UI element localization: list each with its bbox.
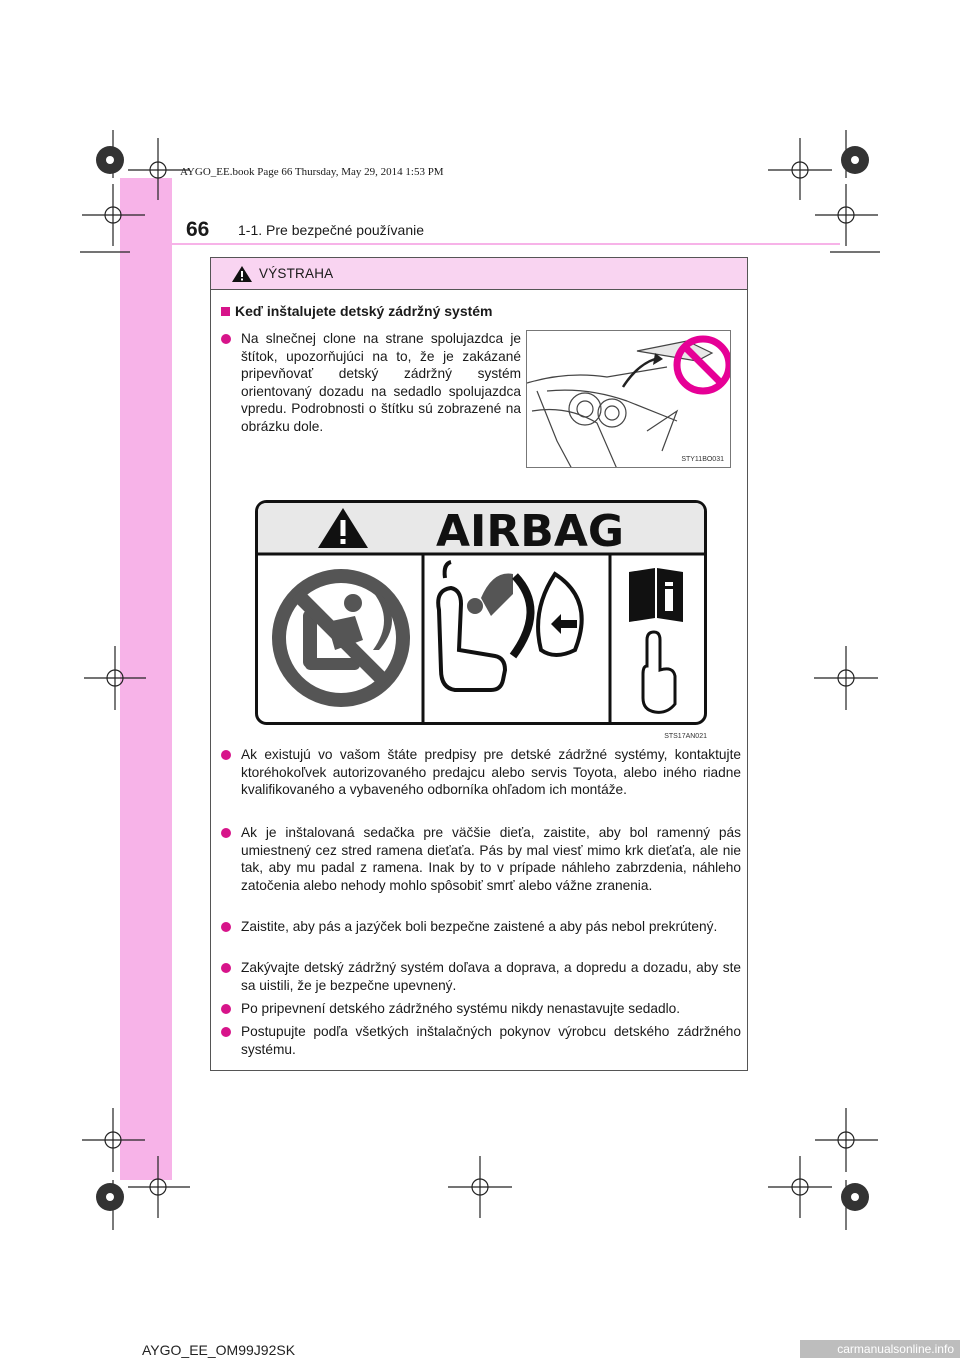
bullet-dot-icon [221, 828, 231, 838]
list-item-text: Postupujte podľa všetkých inštalačných pokynov výrobcu detského zádržného systému. [241, 1024, 741, 1057]
list-item [221, 330, 521, 435]
list-item-text: Ak je inštalovaná sedačka pre väčšie dieťa, zaistite, aby bol ramenný pás umiestnený cez stred ramena dieťaťa. Pás by mal viesť mimo krk dieťaťa, ale nie tak, aby mu padal z ramena. Inak by to v prípade náhleho zabrzdenia, náhleho zatočenia alebo nehody mohlo spôsobiť smrť alebo vážne zranenia. [241, 825, 741, 893]
section-title: 1-1. Pre bezpečné používanie [238, 222, 425, 238]
bullet-dot-icon [221, 922, 231, 932]
subheading-text: Keď inštalujete detský zádržný systém [235, 303, 493, 319]
list-item-text: Ak existujú vo vašom štáte predpisy pre detské zádržné systémy, kontaktujte ktoréhokoľvek autorizovaného predajcu alebo servis Toyota, alebo iného riadne kvalifikovaného a vybaveného odborníka ohľadom ich montáže. [241, 747, 741, 797]
crop-mark-icon [815, 184, 878, 246]
sun-visor-label-figure [526, 330, 731, 468]
airbag-label-illustration [255, 500, 707, 728]
list-item-text: Zaistite, aby pás a jazýček boli bezpečne zaistené a aby pás nebol prekrútený. [241, 919, 718, 934]
warning-header [211, 258, 747, 290]
warning-label: VÝSTRAHA [259, 266, 334, 281]
warning-box [210, 257, 748, 1071]
bullet-dot-icon [221, 1027, 231, 1037]
list-item [221, 1023, 741, 1058]
crop-mark-icon [128, 138, 190, 200]
crop-mark-icon [815, 1108, 878, 1172]
airbag-warning-label [255, 500, 707, 740]
bullet-dot-icon [221, 963, 231, 973]
crop-mark-icon [768, 138, 832, 200]
list-item-text: Po pripevnení detského zádržného systému nikdy nenastavujte sedadlo. [241, 1001, 681, 1016]
crop-mark-icon [448, 1156, 512, 1218]
crop-mark-icon [814, 646, 878, 710]
watermark: carmanualsonline.info [800, 1340, 960, 1358]
crop-mark-icon [84, 646, 146, 710]
crop-mark-icon [82, 184, 145, 246]
bullet-dot-icon [221, 750, 231, 760]
crop-mark-icon [82, 1108, 145, 1172]
crop-mark-icon [128, 1156, 190, 1218]
dashboard-illustration [527, 331, 731, 468]
document-code: AYGO_EE_OM99J92SK [142, 1342, 296, 1358]
airbag-title: AIRBAG [435, 506, 625, 557]
list-item [221, 824, 741, 894]
list-item-text: Zakývajte detský zádržný systém doľava a doprava, a dopredu a dozadu, aby ste sa uistili, že je bezpečne upevnený. [241, 960, 741, 993]
warning-triangle-icon [231, 265, 253, 283]
list-item [221, 746, 741, 799]
crop-mark-icon [768, 1156, 832, 1218]
print-stamp: AYGO_EE.book Page 66 Thursday, May 29, 2014 1:53 PM [180, 166, 444, 178]
list-item-text: Na slnečnej clone na strane spolujazdca je štítok, upozorňujúci na to, že je zakázané pripevňovať detský zádržný systém orientovaný dozadu na sedadlo spolujazdca vpredu. Podrobnosti o štítku sú zobrazené na obrázku dole. [241, 331, 521, 434]
square-bullet-icon [221, 307, 230, 316]
list-item [221, 959, 741, 994]
page-number: 66 [186, 218, 210, 241]
bullet-dot-icon [221, 334, 231, 344]
bullet-dot-icon [221, 1004, 231, 1014]
list-item [221, 1000, 741, 1018]
figure-code: STY11BO031 [681, 456, 724, 463]
list-item [221, 918, 741, 936]
figure-code: STS17AN021 [664, 733, 707, 740]
subheading [221, 303, 493, 319]
